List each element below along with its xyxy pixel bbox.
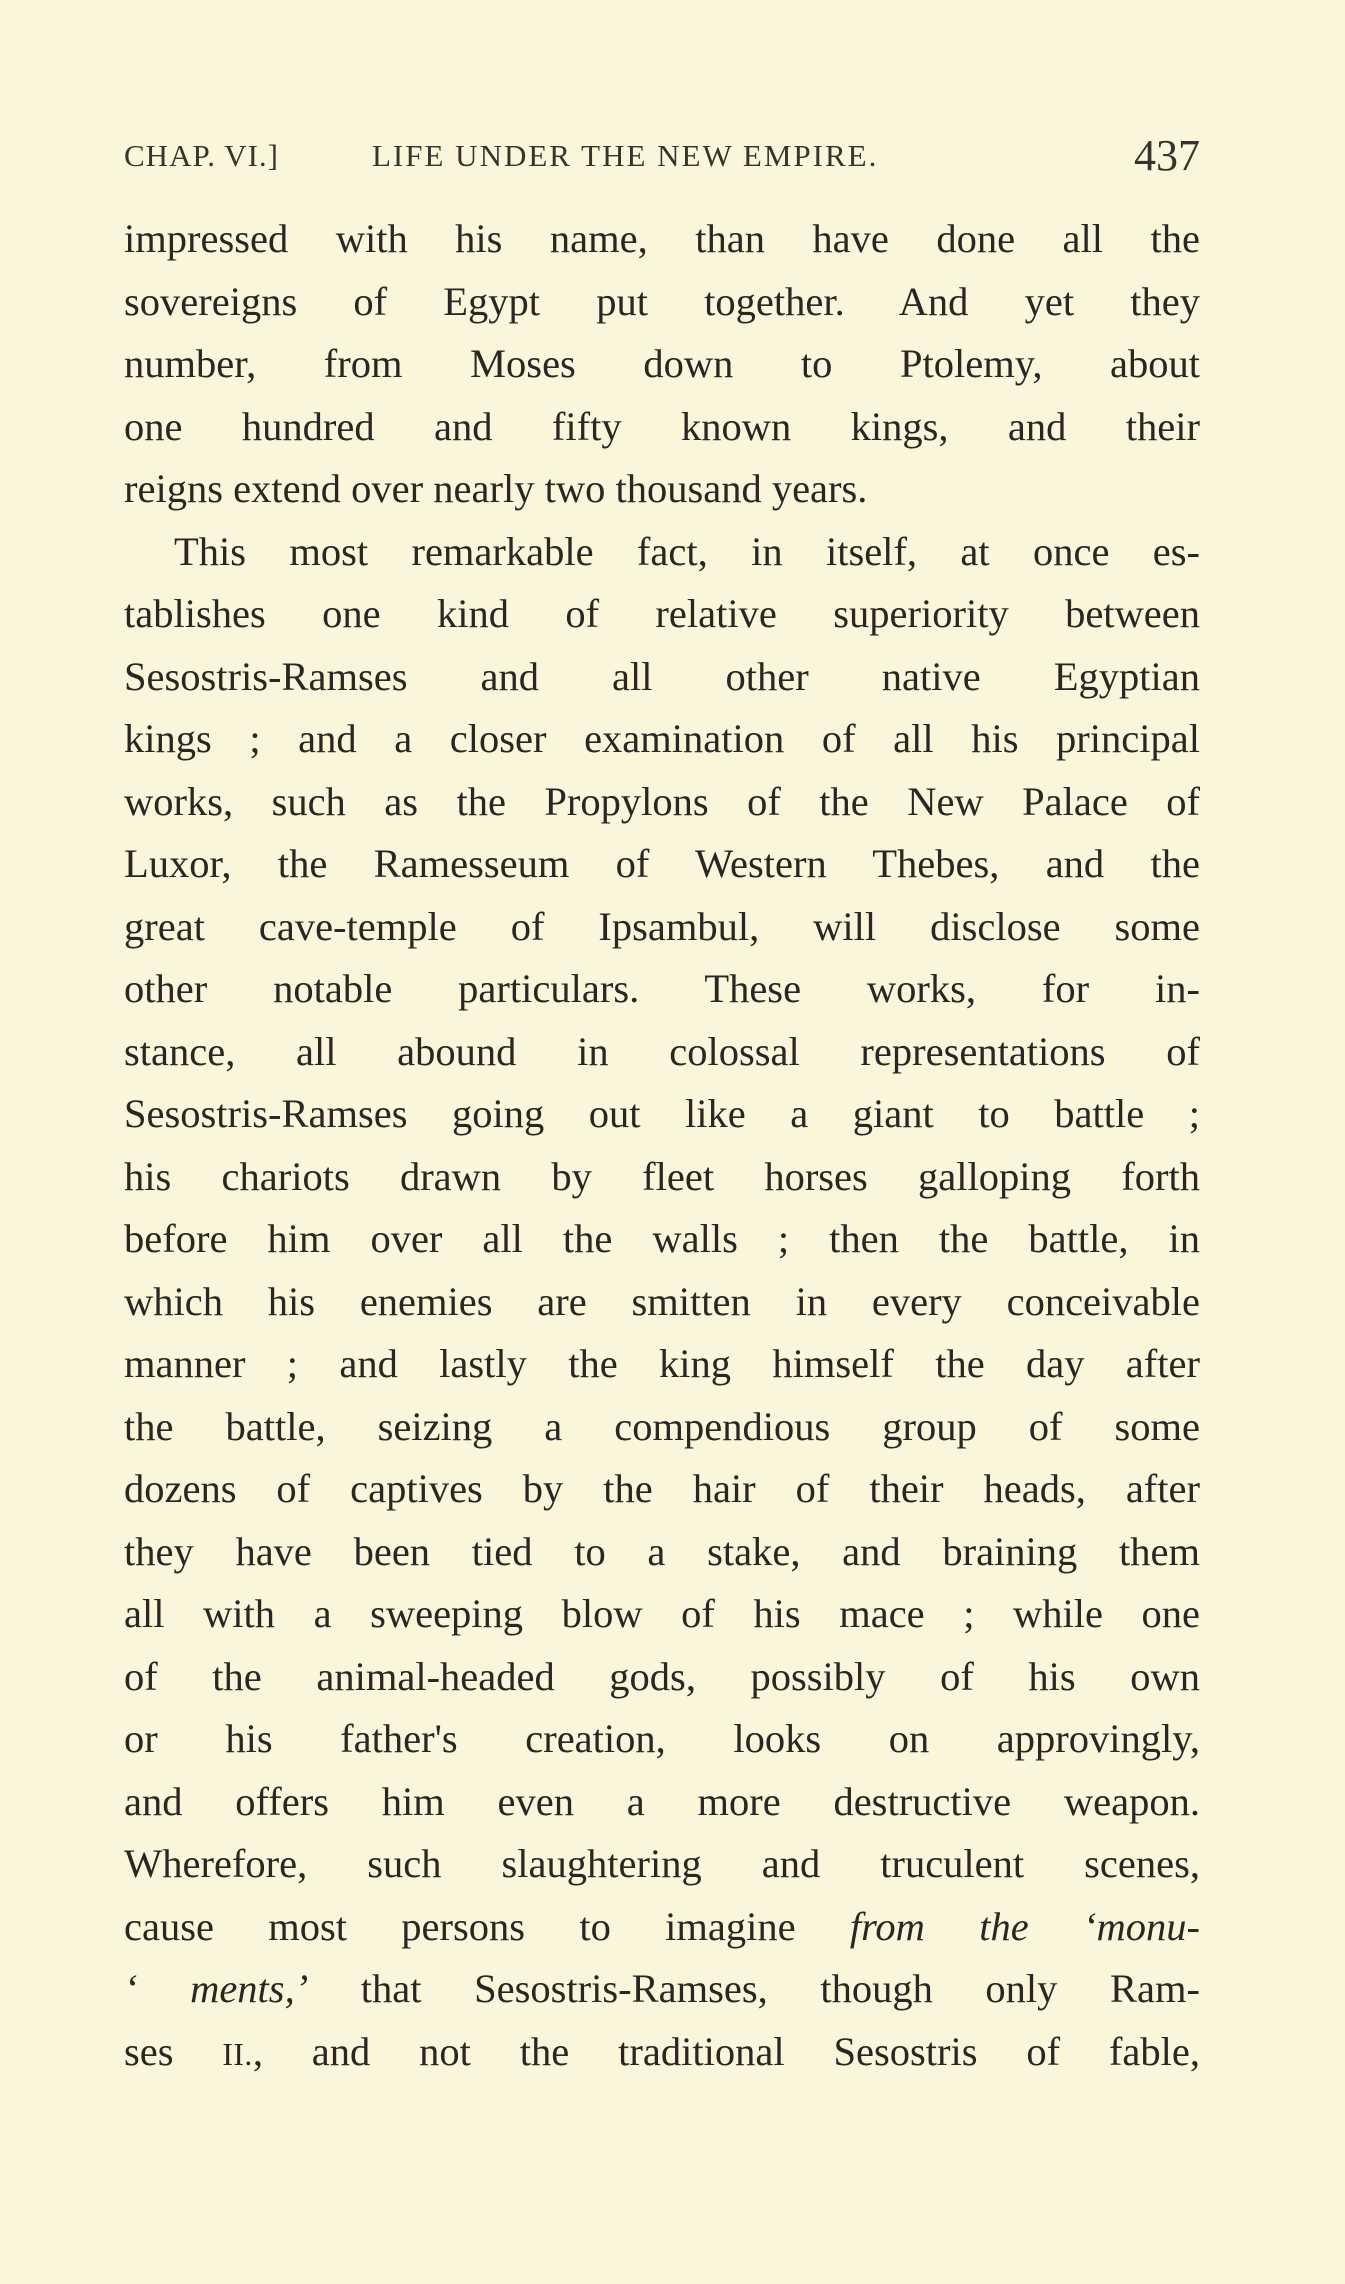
text-line: Wherefore, such slaughtering and truculent scenes, [124, 1841, 1200, 1886]
text-line [124, 1896, 1200, 1959]
line-text: , and not the traditional Sesostris of fable, [252, 2028, 1201, 2074]
text-line: tablishes one kind of relative superiority between [124, 591, 1200, 636]
regnal-numeral: II. [222, 2036, 253, 2072]
text-line: impressed with his name, than have done all the [124, 216, 1200, 261]
text-line: which his enemies are smitten in every conceivable [124, 1278, 1200, 1324]
text-line: dozens of captives by the hair of their heads, after [124, 1466, 1200, 1511]
text-line: one hundred and fifty known kings, and their [124, 403, 1200, 449]
text-line: Sesostris-Ramses and all other native Egyptian [124, 653, 1200, 699]
text-line: or his father's creation, looks on approvingly, [124, 1716, 1200, 1761]
text-line: of the animal-headed gods, possibly of his own [124, 1653, 1200, 1699]
line-text: cause most persons to imagine [124, 1903, 850, 1949]
text-line: number, from Moses down to Ptolemy, about [124, 341, 1200, 386]
text-line: reigns extend over nearly two thousand years. [124, 466, 868, 511]
line-text: that Sesostris-Ramses, though only Ram- [308, 1966, 1200, 2011]
running-title: LIFE UNDER THE NEW EMPIRE. [372, 138, 879, 173]
paragraph-start-line: This most remarkable fact, in itself, at once es- [174, 528, 1200, 574]
text-line: and offers him even a more destructive weapon. [124, 1778, 1200, 1824]
text-line: sovereigns of Egypt put together. And yet they [124, 278, 1200, 324]
text-line [124, 2021, 1200, 2084]
text-line: before him over all the walls ; then the battle, in [124, 1216, 1200, 1261]
text-line: the battle, seizing a compendious group of some [124, 1403, 1200, 1449]
text-line: Sesostris-Ramses going out like a giant to battle ; [124, 1091, 1200, 1136]
text-line: kings ; and a closer examination of all his principal [124, 716, 1200, 761]
text-line: great cave-temple of Ipsambul, will disclose some [124, 903, 1200, 949]
text-line: all with a sweeping blow of his mace ; while one [124, 1591, 1200, 1636]
page-number: 437 [1134, 131, 1200, 180]
italic-phrase: ‘ ments,’ [124, 1966, 309, 2011]
text-line: they have been tied to a stake, and braining them [124, 1528, 1200, 1574]
text-line: his chariots drawn by fleet horses galloping forth [124, 1153, 1200, 1199]
chapter-label: CHAP. VI.] [124, 138, 279, 173]
text-line [124, 1958, 1200, 2021]
text-line: stance, all abound in colossal representations of [124, 1028, 1200, 1074]
body-text [124, 208, 1200, 2083]
text-line: manner ; and lastly the king himself the day after [124, 1341, 1200, 1386]
text-line: works, such as the Propylons of the New Palace of [124, 778, 1200, 824]
text-line: other notable particulars. These works, for in- [124, 966, 1200, 1011]
running-header [124, 130, 1200, 178]
italic-phrase: from the ‘monu- [849, 1903, 1200, 1949]
text-line: Luxor, the Ramesseum of Western Thebes, and the [124, 841, 1200, 886]
line-text: ses [124, 2028, 223, 2074]
